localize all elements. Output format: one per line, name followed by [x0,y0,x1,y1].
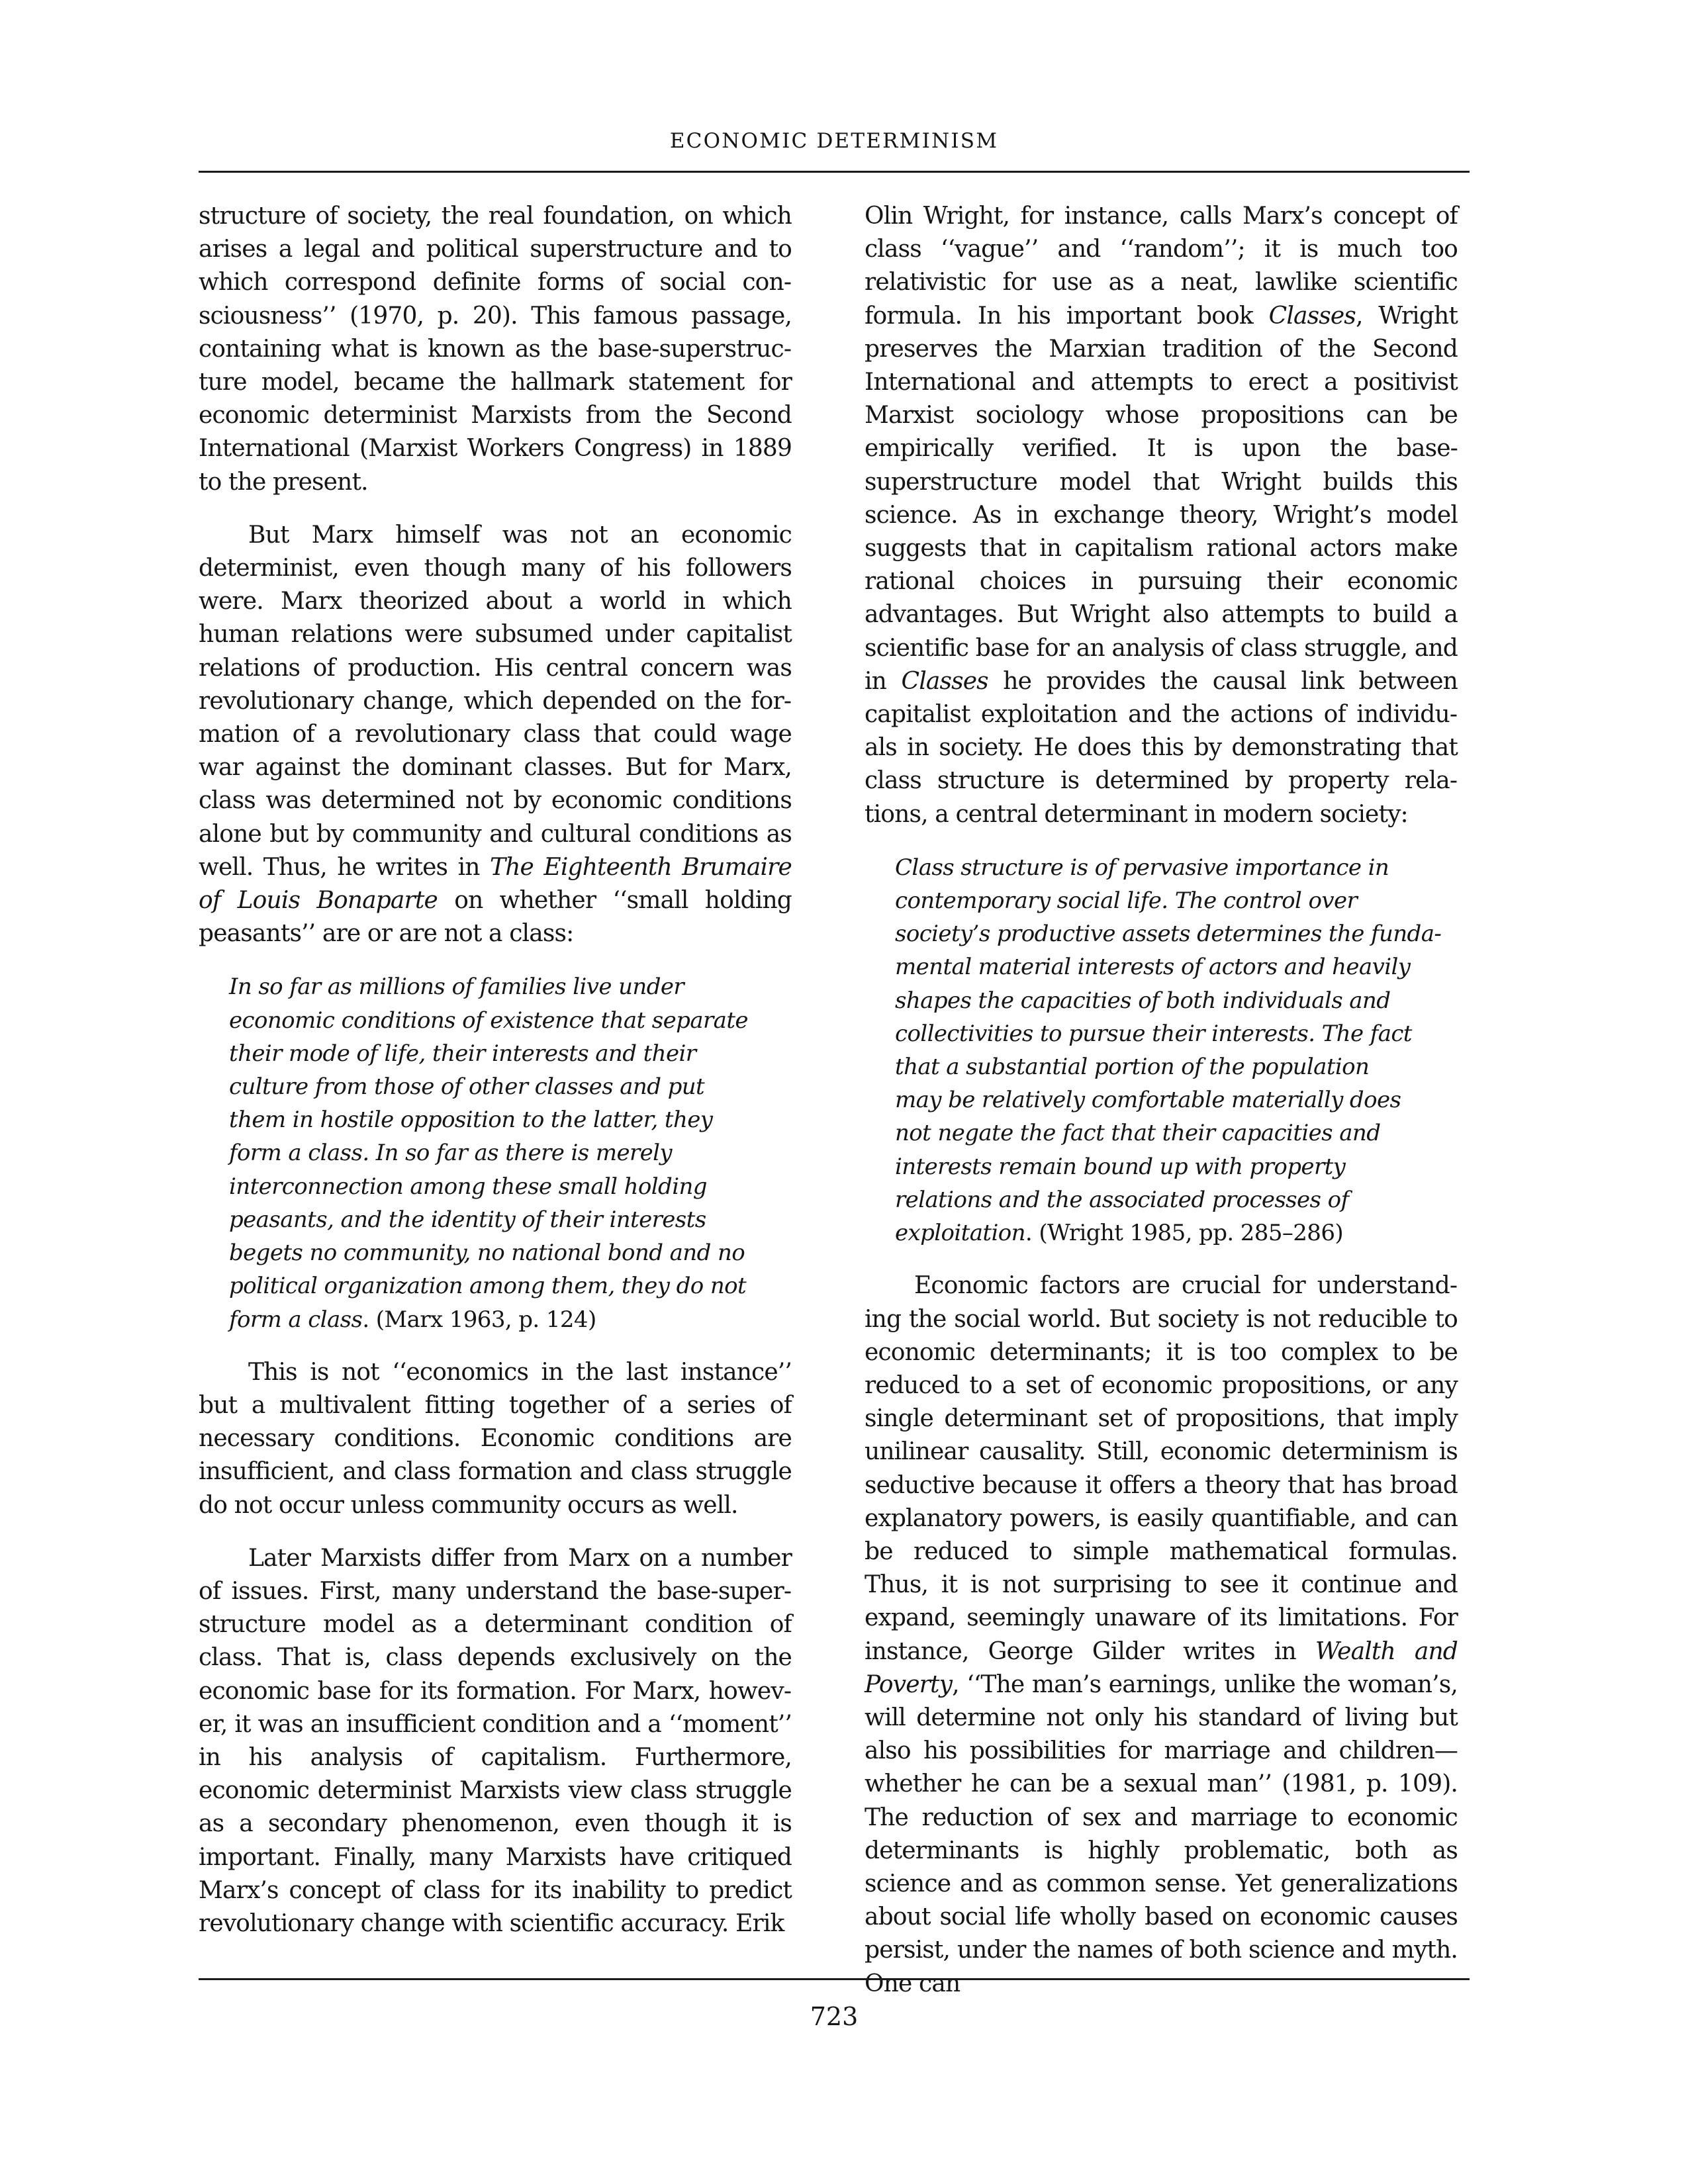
quote-line: In so far as millions of families live under [229,974,684,1001]
quote-citation: . (Marx 1963, p. 124) [362,1306,596,1333]
quote-line: culture from those of other classes and put [229,1073,705,1101]
text-run: But Marx himself was not an economic determinist, even though many of his followers were. Marx theorized about a world in which human relations were subsumed under capitalist relations of production. His central concern was revolutionary change, which depended on the formation of a revolutionary class that could wage war against the dominant classes. But for Marx, class was determined not by economic conditions alone but by community and cultural conditions as well. Thus, he writes in [199,521,792,881]
block-quote [895,851,1458,1250]
book-title: The Eighteenth Brumaire of Louis Bonaparte [199,853,792,915]
quote-line [229,1303,792,1336]
text-run: Economic factors are crucial for understanding the social world. But society is not reducible to economic determinants; it is too complex to be reduced to a set of economic propositions, or any single determinant set of propositions, that imply unilinear causality. Still, economic determinism is seductive because it offers a theory that has broad explanatory powers, is easily quantifiable, and can be reduced to simple mathematical formulas. Thus, it is not surprising to see it continue and expand, seemingly unaware of its limitations. For instance, George Gilder writes in [865,1272,1458,1665]
paragraph [865,200,1458,831]
book-title: Classes [1268,302,1356,330]
quote-line: economic conditions of existence that separate [229,1007,748,1034]
quote-line [895,1216,1458,1250]
quote-line: Class structure is of pervasive importance in [895,854,1389,881]
paragraph [865,1269,1458,2000]
quote-line: political organization among them, they do not [229,1273,747,1300]
quote-line: interests remain bound up with property [895,1153,1346,1180]
quote-line: relations and the associated processes of [895,1186,1349,1213]
quote-line: society’s productive assets determines the funda- [895,921,1442,948]
right-column [865,200,1458,1997]
text-run: on whether ‘‘small holding peasants’’ are or are not a class: [199,887,792,948]
paragraph: Later Marxists differ from Marx on a number of issues. First, many understand the base-superstructure model as a determinant condition of class. That is, class depends exclusively on the economic base for its formation. For Marx, however, it was an insufficient condition and a ‘‘moment’’ in his analysis of capitalism. Furthermore, economic determinist Marxists view class struggle as a secondary phenomenon, even though it is important. Finally, many Marxists have critiqued Marx’s concept of class for its inability to predict revolutionary change with scientific accuracy. Erik [199,1544,792,1937]
quote-line: contemporary social life. The control over [895,887,1358,915]
quote-line: mental material interests of actors and heavily [895,954,1411,981]
text-run: Olin Wright, for instance, calls Marx’s concept of class ‘‘vague’’ and ‘‘random’’; it is much too relativistic for use as a neat, lawlike scientific formula. In his important book [865,203,1458,330]
paragraph: This is not ‘‘economics in the last instance’’ but a multivalent fitting together of a series of necessary conditions. Economic conditions are insufficient, and class formation and class struggle do not occur unless community occurs as well. [199,1358,792,1519]
quote-line: that a substantial portion of the population [895,1054,1370,1081]
running-head: ECONOMIC DETERMINISM [669,129,999,153]
left-column [199,200,792,1947]
book-title: Wealth and Poverty [865,1637,1458,1698]
quote-italic: form a class [229,1306,363,1333]
footer-rule [199,1978,1470,1980]
page-number: 723 [810,2002,859,2031]
paragraph [199,519,792,951]
text-run: , Wright preserves the Marxian tradition of the Second International and attempts to erect a positivist Marxist sociology whose propositions can be empirically verified. It is upon the base-superstructure model that Wright builds this science. As in exchange theory, Wright’s model suggests that in capitalism rational actors make rational choices in pursuing their economic advantages. But Wright also attempts to build a scientific base for an analysis of class struggle, and in [865,302,1458,695]
quote-line: not negate the fact that their capacities and [895,1120,1381,1147]
quote-line: peasants, and the identity of their interests [229,1206,706,1233]
quote-italic: exploitation [895,1220,1025,1247]
book-title: Classes [901,667,988,695]
quote-citation: . (Wright 1985, pp. 285–286) [1025,1220,1344,1247]
quote-line: their mode of life, their interests and their [229,1040,696,1067]
text-run: he provides the causal link between capitalist exploitation and the actions of individuals in society. He does this by demonstrating that class structure is determined by property relations, a central determinant in modern society: [865,667,1458,828]
quote-line: collectivities to pursue their interests. The fact [895,1020,1412,1047]
quote-line: them in hostile opposition to the latter, they [229,1107,713,1134]
quote-line: interconnection among these small holding [229,1173,707,1200]
block-quote [229,970,792,1336]
quote-line: begets no community, no national bond and no [229,1240,745,1267]
quote-line: may be relatively comfortable materially does [895,1087,1401,1114]
quote-line: shapes the capacities of both individuals and [895,987,1391,1014]
paragraph: structure of society, the real foundation, on which arises a legal and political superstructure and to which correspond definite forms of social consciousness’’ (1970, p. 20). This famous passage, containing what is known as the base-superstructure model, became the hallmark statement for economic determinist Marxists from the Second International (Marxist Workers Congress) in 1889 to the present. [199,203,792,496]
quote-line: form a class. In so far as there is merely [229,1140,673,1167]
text-run: , ‘‘The man’s earnings, unlike the woman’s, will determine not only his standard of living but also his possibilities for marriage and children—whether he can be a sexual man’’ (1981, p. 109). The reduction of sex and marriage to economic determinants is highly problematic, both as science and as common sense. Yet generalizations about social life wholly based on economic causes persist, under the names of both science and myth. One can [865,1670,1458,1997]
header-rule [199,171,1470,173]
